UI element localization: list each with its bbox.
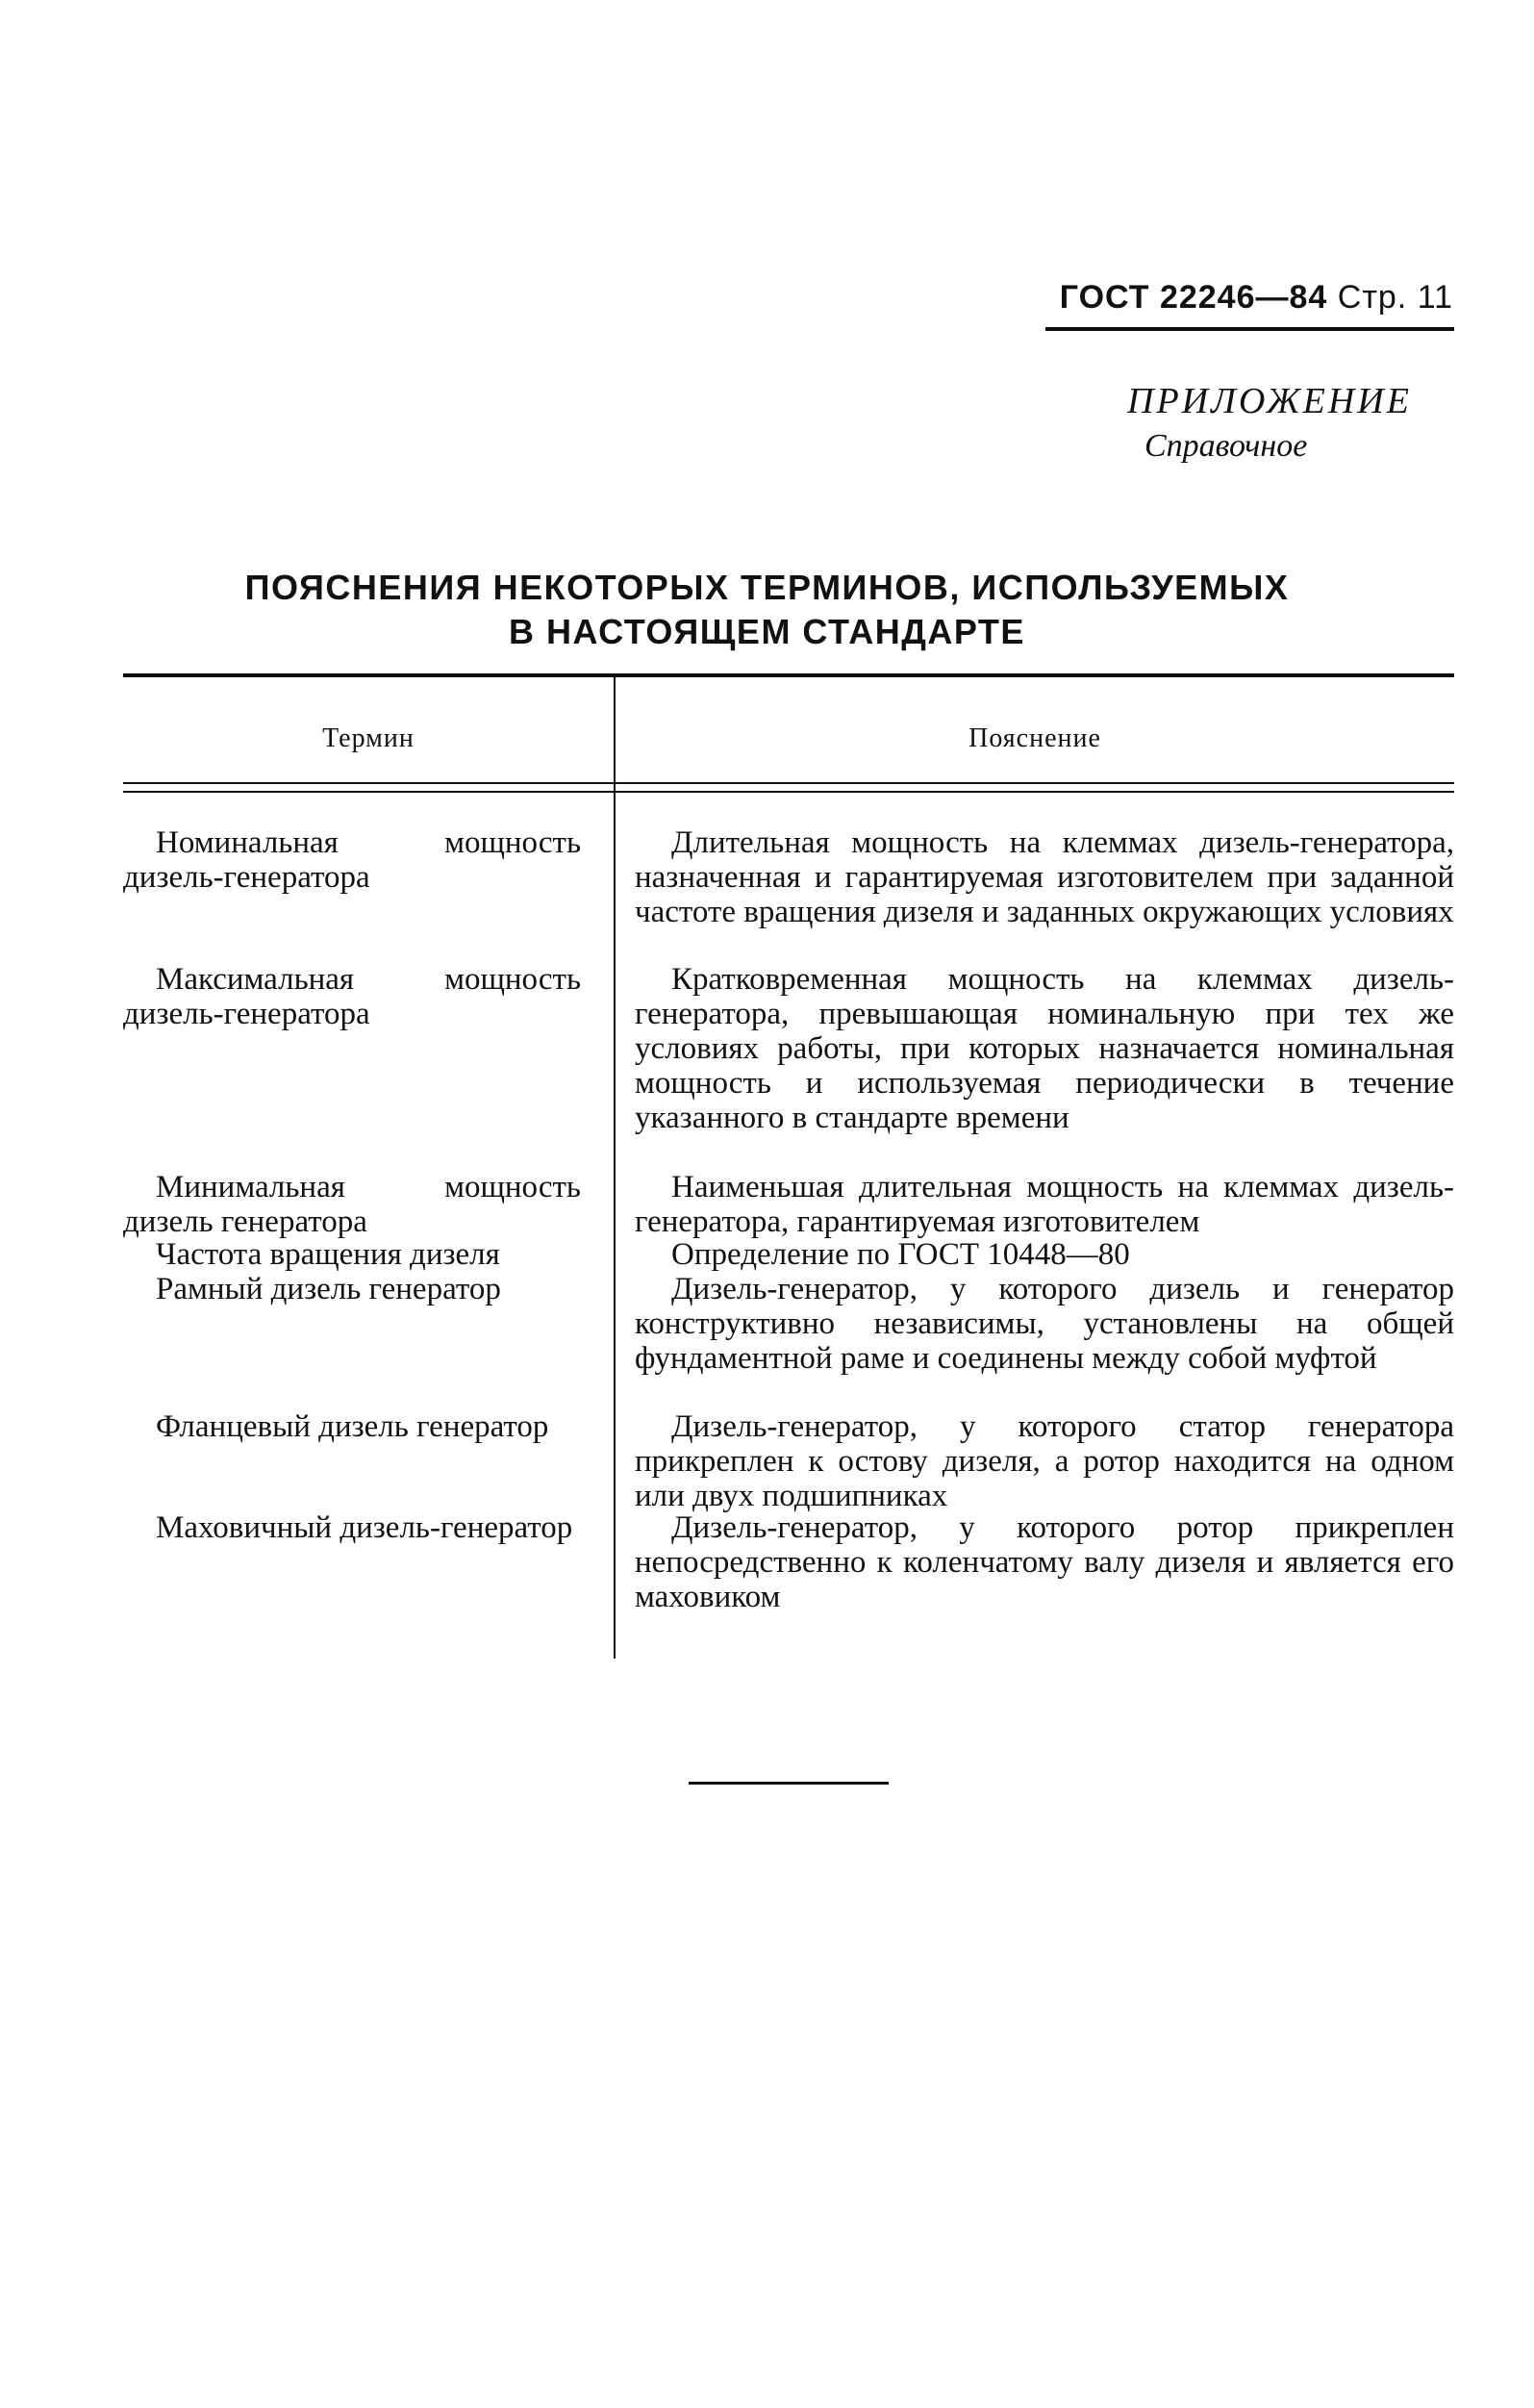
table-top-rule [123,673,1454,677]
standard-number: ГОСТ 22246—84 [1059,279,1328,316]
term-cell: Минимальная мощность дизель генератора [123,1170,581,1239]
term-cell: Рамный дизель генератор [156,1272,501,1306]
header-rule [1045,327,1454,331]
end-rule [689,1782,889,1785]
term-cell: Фланцевый дизель генератор [156,1409,549,1444]
term-cell: Маховичный дизель-генератор [156,1510,573,1545]
explanation-cell: Дизель-генератор, у которого ротор прикреплен непосредственно к коленчатому валу дизеля и является его маховиком [635,1510,1454,1614]
document-title [0,566,1534,654]
explanation-cell: Длительная мощность на клеммах дизель-генератора, назначенная и гарантируемая изготовителем при заданной частоте вращения дизеля и заданных окружающих условиях [635,825,1454,929]
column-header-explanation: Пояснение [968,723,1101,753]
term-cell: Максимальная мощность дизель-генератора [123,962,581,1031]
term-cell: Частота вращения дизеля [156,1237,500,1272]
explanation-cell: Определение по ГОСТ 10448—80 [671,1237,1130,1272]
column-header-term: Термин [322,723,415,753]
title-line-2: В НАСТОЯЩЕМ СТАНДАРТЕ [509,612,1025,651]
page-header [1060,279,1453,317]
title-line-1: ПОЯСНЕНИЯ НЕКОТОРЫХ ТЕРМИНОВ, ИСПОЛЬЗУЕМЫХ [244,568,1290,607]
header-rule-upper [123,782,1454,784]
header-rule-lower [123,791,1454,793]
explanation-cell: Дизель-генератор, у которого статор генератора прикреплен к остову дизеля, а ротор находится на одном или двух подшипниках [635,1409,1454,1513]
explanation-cell: Дизель-генератор, у которого дизель и генератор конструктивно независимы, установлены на общей фундаментной раме и соединены между собой муфтой [635,1272,1454,1376]
explanation-cell: Кратковременная мощность на клеммах дизель-генератора, превышающая номинальную при тех же условиях работы, при которых назначается номинальная мощность и используемая периодически в течение указанного в стандарте времени [635,962,1454,1135]
term-cell: Номинальная мощность дизель-генератора [123,825,581,895]
table-column-divider [614,677,616,1659]
page-number: Стр. 11 [1337,279,1453,316]
appendix-label: ПРИЛОЖЕНИЕ [1127,381,1412,421]
explanation-cell: Наименьшая длительная мощность на клеммах дизель-генератора, гарантируемая изготовителем [635,1170,1454,1239]
appendix-type: Справочное [1144,428,1308,464]
